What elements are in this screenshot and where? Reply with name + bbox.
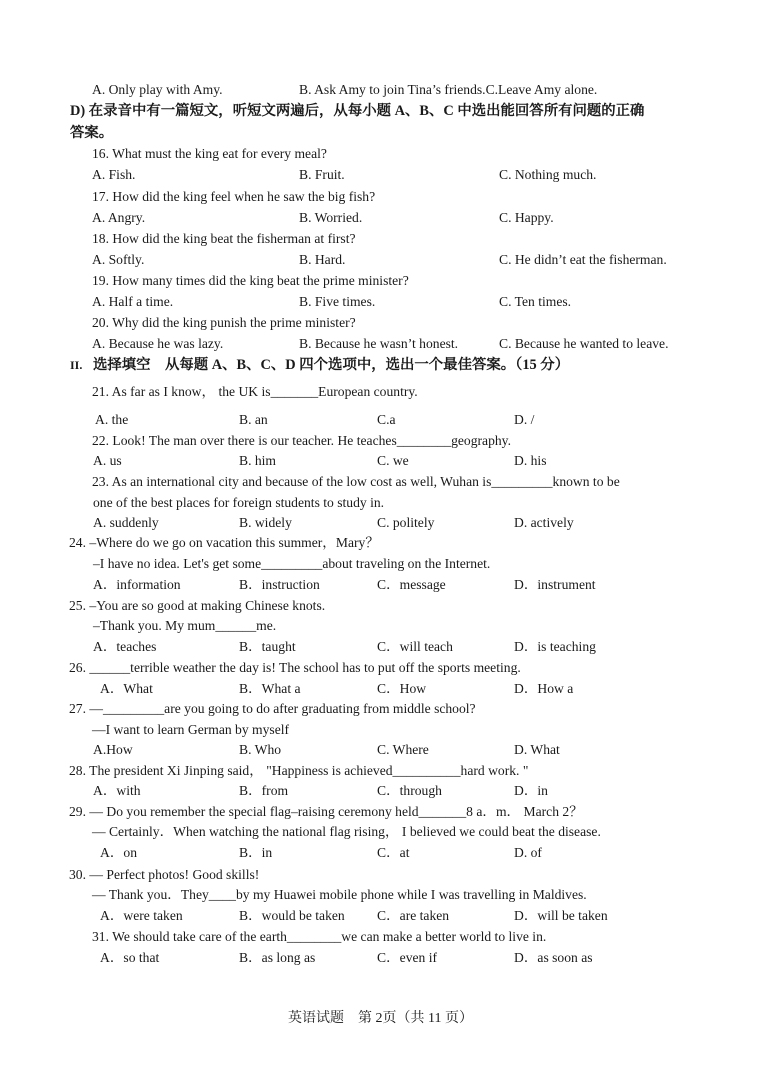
option: D. of — [514, 845, 542, 860]
option: D．How a — [514, 681, 574, 696]
option: A．teaches — [93, 639, 157, 654]
option: C. Happy. — [499, 210, 554, 225]
option: C. Nothing much. — [499, 167, 597, 182]
option: B. widely — [239, 515, 292, 530]
option: D. actively — [514, 515, 574, 530]
option: B. him — [239, 453, 277, 468]
option: D. / — [514, 412, 535, 427]
question-stem: 17. How did the king feel when he saw the big fish? — [92, 189, 376, 204]
question-stem: 18. How did the king beat the fisherman at first? — [92, 231, 356, 246]
option: C．message — [377, 577, 446, 592]
question-stem: 26. ______terrible weather the day is! The school has to put off the sports meeting. — [69, 660, 521, 675]
option: A. the — [95, 412, 129, 427]
option: C．through — [377, 783, 442, 798]
option: B．would be taken — [239, 908, 345, 923]
option: D．in — [514, 783, 548, 798]
option: A. Because he was lazy. — [92, 336, 224, 351]
question-stem: 30. — Perfect photos! Good skills! — [69, 867, 260, 882]
question-stem: 25. –You are so good at making Chinese knots. — [69, 598, 326, 613]
question-line: one of the best places for foreign students to study in. — [93, 495, 385, 510]
section-heading: 选择填空 从每题 A、B、C、D 四个选项中，选出一个最佳答案。（15 分） — [93, 357, 570, 373]
question-stem: 29. — Do you remember the special flag–raising ceremony held_______8 a．m． March 2？ — [69, 804, 583, 819]
question-stem: 27. —_________are you going to do after graduating from middle school? — [69, 701, 476, 716]
option: A．with — [93, 783, 141, 798]
option: B．from — [239, 783, 289, 798]
option: B. Fruit. — [299, 167, 345, 182]
question-line: –Thank you. My mum______me. — [93, 618, 277, 633]
option: B. Because he wasn’t honest. — [299, 336, 459, 351]
question-line: —I want to learn German by myself — [92, 722, 290, 737]
option: C. we — [377, 453, 409, 468]
option: A. Fish. — [92, 167, 136, 182]
question-stem: 20. Why did the king punish the prime minister? — [92, 315, 356, 330]
option: A. Angry. — [92, 210, 146, 225]
option: A. suddenly — [93, 515, 159, 530]
question-stem: 28. The president Xi Jinping said， "Happiness is achieved__________hard work. " — [69, 763, 529, 778]
option: A．on — [100, 845, 138, 860]
option: C.a — [377, 412, 396, 427]
option: B. Who — [239, 742, 282, 757]
option: B．instruction — [239, 577, 320, 592]
option: C．at — [377, 845, 410, 860]
question-line: — Thank you．They____by my Huawei mobile phone while I was travelling in Maldives. — [92, 887, 587, 902]
section-heading: D) 在录音中有一篇短文，听短文两遍后，从每小题 A、B、C 中选出能回答所有问题的正确 — [70, 103, 645, 119]
option: A.How — [93, 742, 133, 757]
option: A. us — [93, 453, 122, 468]
option: C. Where — [377, 742, 429, 757]
option: B. Hard. — [299, 252, 346, 267]
question-line: — Certainly．When watching the national flag rising， I believed we could beat the disease. — [92, 824, 601, 839]
option: D．instrument — [514, 577, 596, 592]
question-stem: 19. How many times did the king beat the prime minister? — [92, 273, 409, 288]
option: C. Because he wanted to leave. — [499, 336, 669, 351]
option: A. Softly. — [92, 252, 145, 267]
question-stem: 24. –Where do we go on vacation this summer，Mary？ — [69, 535, 379, 550]
option: B. Five times. — [299, 294, 376, 309]
option: A．so that — [100, 950, 160, 965]
option: C. He didn’t eat the fisherman. — [499, 252, 667, 267]
question-stem: 31. We should take care of the earth________we can make a better world to live in. — [92, 929, 547, 944]
option: A．were taken — [100, 908, 183, 923]
option: D．is teaching — [514, 639, 596, 654]
question-line: –I have no idea. Let's get some_________about traveling on the Internet. — [93, 556, 491, 571]
option: C．will teach — [377, 639, 453, 654]
option: A．information — [93, 577, 181, 592]
option: C. politely — [377, 515, 435, 530]
question-stem: 23. As an international city and because of the low cost as well, Wuhan is_________known to be — [92, 474, 620, 489]
option: D．will be taken — [514, 908, 608, 923]
option: B．taught — [239, 639, 296, 654]
option: C．even if — [377, 950, 438, 965]
option: B．in — [239, 845, 273, 860]
option: C．are taken — [377, 908, 450, 923]
option: B. Ask Amy to join Tina’s friends.C.Leave Amy alone. — [299, 82, 598, 97]
question-stem: 21. As far as I know， the UK is_______European country. — [92, 384, 418, 399]
option: B．as long as — [239, 950, 316, 965]
section-heading: 答案。 — [70, 125, 114, 141]
option: C. Ten times. — [499, 294, 572, 309]
option: B. Worried. — [299, 210, 363, 225]
question-stem: 16. What must the king eat for every meal? — [92, 146, 327, 161]
option: A．What — [100, 681, 153, 696]
page-footer: 英语试题 第 2页（共 11 页） — [288, 1011, 473, 1026]
option: D．as soon as — [514, 950, 593, 965]
option: D. What — [514, 742, 560, 757]
option: B．What a — [239, 681, 301, 696]
section-number: II. — [70, 358, 83, 372]
option: C．How — [377, 681, 427, 696]
option: A. Half a time. — [92, 294, 174, 309]
option: B. an — [239, 412, 268, 427]
option: D. his — [514, 453, 547, 468]
question-stem: 22. Look! The man over there is our teacher. He teaches________geography. — [92, 433, 511, 448]
option: A. Only play with Amy. — [92, 82, 223, 97]
